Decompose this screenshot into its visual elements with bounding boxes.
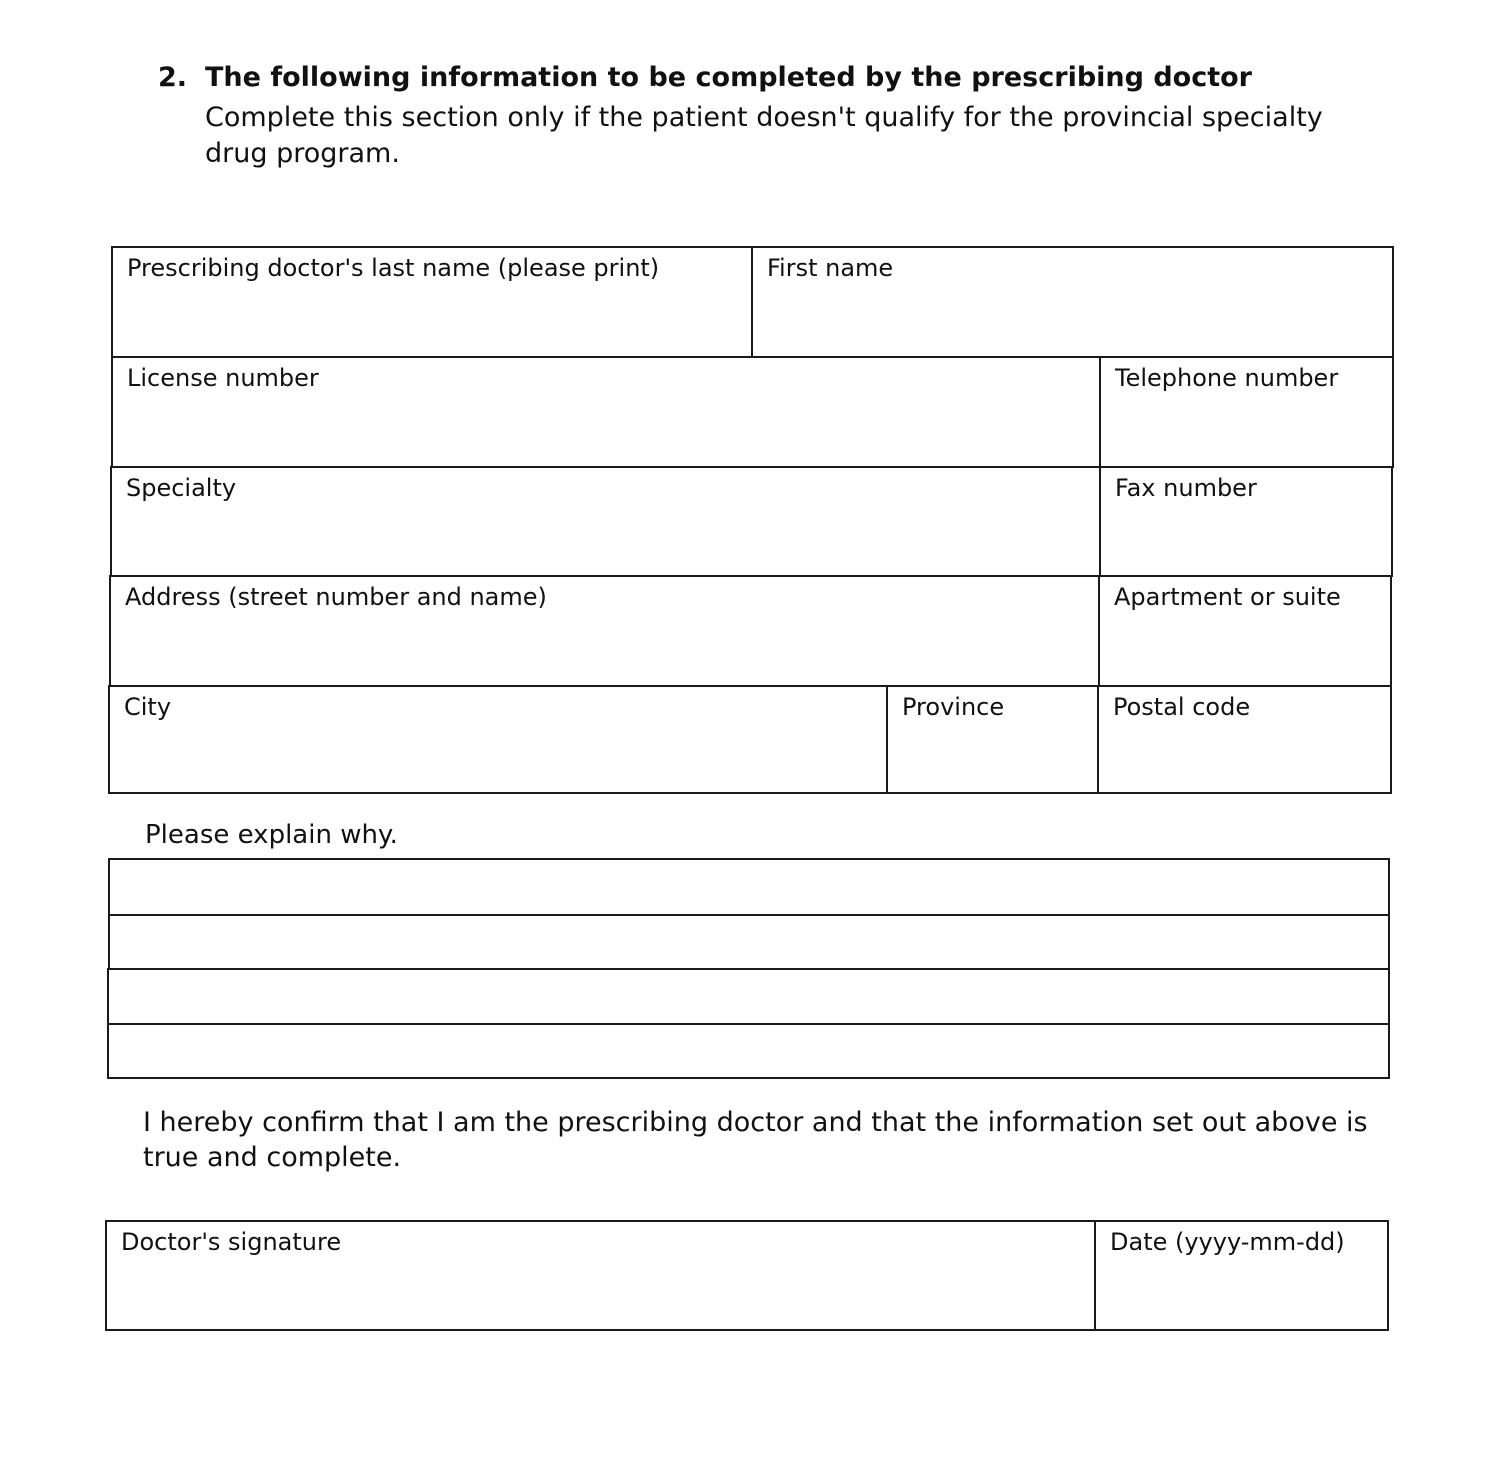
apartment-field[interactable] — [1098, 575, 1392, 687]
province-field[interactable] — [886, 685, 1099, 794]
fax-number-label: Fax number — [1115, 474, 1257, 502]
section-number: 2. — [158, 62, 188, 93]
first-name-field[interactable] — [751, 246, 1394, 358]
postal-code-label: Postal code — [1113, 693, 1251, 721]
signature-field[interactable] — [105, 1220, 1096, 1331]
section-subtitle: Complete this section only if the patient doesn't qualify for the provincial specialty drug program. — [205, 102, 1323, 169]
date-field[interactable] — [1094, 1220, 1389, 1331]
telephone-number-field[interactable] — [1099, 356, 1394, 468]
explain-label: Please explain why. — [145, 820, 398, 850]
telephone-number-label: Telephone number — [1115, 364, 1339, 392]
signature-label: Doctor's signature — [121, 1228, 342, 1256]
date-label: Date (yyyy-mm-dd) — [1110, 1228, 1345, 1256]
address-field[interactable] — [109, 575, 1100, 687]
specialty-label: Specialty — [126, 474, 237, 502]
specialty-field[interactable] — [110, 466, 1101, 577]
explain-line-3[interactable] — [107, 968, 1390, 1025]
section-title: The following information to be completed by the prescribing doctor — [205, 62, 1253, 93]
province-label: Province — [902, 693, 1005, 721]
last-name-field[interactable] — [111, 246, 753, 358]
postal-code-field[interactable] — [1097, 685, 1392, 794]
fax-number-field[interactable] — [1099, 466, 1393, 577]
address-label: Address (street number and name) — [125, 583, 547, 611]
confirmation-text: I hereby confirm that I am the prescribing doctor and that the information set out above is true and complete. — [143, 1107, 1368, 1173]
last-name-label: Prescribing doctor's last name (please print) — [127, 254, 660, 282]
explain-line-2[interactable] — [108, 914, 1390, 970]
license-number-label: License number — [127, 364, 319, 392]
city-label: City — [124, 693, 172, 721]
explain-line-1[interactable] — [108, 858, 1390, 916]
apartment-label: Apartment or suite — [1114, 583, 1341, 611]
city-field[interactable] — [108, 685, 888, 794]
first-name-label: First name — [767, 254, 894, 282]
license-number-field[interactable] — [111, 356, 1101, 468]
explain-line-4[interactable] — [107, 1023, 1390, 1079]
